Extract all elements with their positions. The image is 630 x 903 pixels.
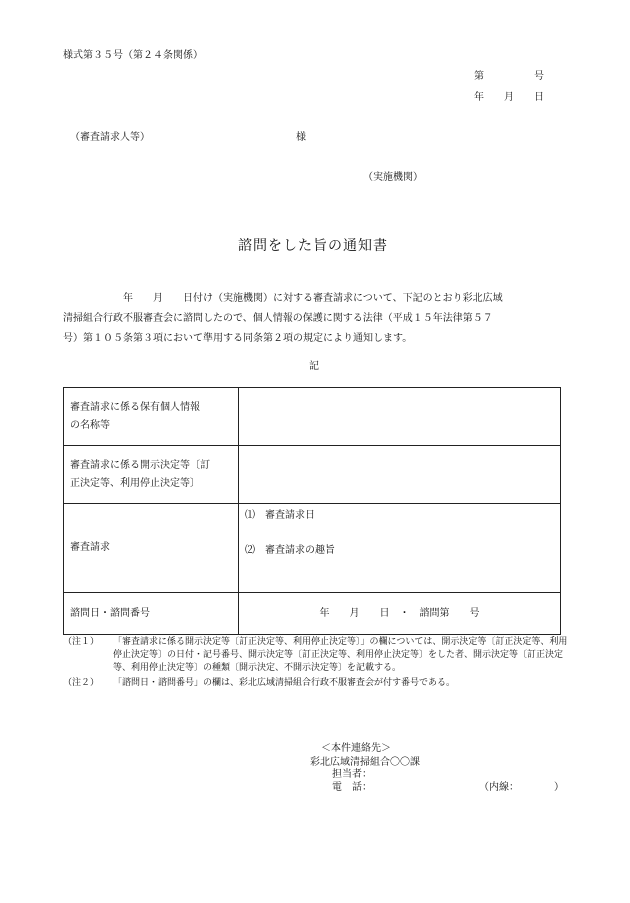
personal-info-label <box>64 388 239 446</box>
body-paragraph <box>63 289 568 349</box>
disclosure-decision-label-line1: 審査請求に係る開示決定等〔訂 <box>70 459 210 471</box>
document-number: 第 号 <box>474 71 544 82</box>
disclosure-decision-label <box>64 446 239 504</box>
review-request-purpose-item: ⑵ 審査請求の趣旨 <box>245 545 335 556</box>
consultation-label: 諮問日・諮問番号 <box>64 593 239 635</box>
contact-heading: ＜本件連絡先＞ <box>321 743 391 754</box>
contact-department: 彩北広域清掃組合〇〇課 <box>310 757 420 768</box>
table-row-personal-info <box>64 388 561 446</box>
review-request-label: 審査請求 <box>64 504 239 593</box>
disclosure-decision-label-line2: 正決定等、利用停止決定等〕 <box>70 477 200 489</box>
contact-person-label: 担当者： <box>332 769 372 780</box>
sender-label: （実施機関） <box>363 172 423 183</box>
document-title: 諮問をした旨の通知書 <box>238 238 388 254</box>
personal-info-value[interactable] <box>239 388 561 446</box>
review-request-date-item: ⑴ 審査請求日 <box>245 510 315 521</box>
addressee-label: （審査請求人等） <box>70 132 150 143</box>
ki-heading: 記 <box>309 361 319 372</box>
consultation-value[interactable]: 年 月 日 ・ 諮問第 号 <box>239 593 561 635</box>
table-row-consultation <box>64 593 561 635</box>
document-date: 年 月 日 <box>474 92 544 103</box>
addressee-honorific: 様 <box>296 132 306 143</box>
form-number: 様式第３５号（第２４条関係） <box>63 50 203 61</box>
table-row-disclosure-decision <box>64 446 561 504</box>
note-2-text: 「諮問日・諮問番号」の欄は、彩北広域清掃組合行政不服審査会が付す番号である。 <box>113 678 456 688</box>
body-line-1: 年 月 日付け（実施機関）に対する審査請求について、下記のとおり彩北広域 <box>123 293 503 304</box>
body-line-2: 清掃組合行政不服審査会に諮問したので、個人情報の保護に関する法律（平成１５年法律第５７ <box>63 313 493 324</box>
personal-info-label-line2: の名称等 <box>70 419 110 431</box>
note-2 <box>63 677 568 691</box>
contact-phone-label: 電 話： <box>332 782 372 793</box>
contact-extension: （内線： ） <box>479 782 564 793</box>
table-row-review-request <box>64 504 561 593</box>
notification-table <box>63 387 561 635</box>
note-2-tag: （注２） <box>63 678 100 688</box>
review-request-value[interactable] <box>239 504 561 593</box>
note-1-tag: （注１） <box>63 637 100 647</box>
body-line-3: 号）第１０５条第３項において準用する同条第２項の規定により通知します。 <box>63 333 413 344</box>
disclosure-decision-value[interactable] <box>239 446 561 504</box>
personal-info-label-line1: 審査請求に係る保有個人情報 <box>70 401 200 413</box>
note-1 <box>63 636 568 676</box>
note-1-text: 「審査請求に係る開示決定等〔訂正決定等、利用停止決定等〕」の欄については、開示決定等〔訂正決定等、利用停止決定等〕の日付・記号番号、開示決定等〔訂正決定等、利用停止決定等〕をした者、開示決定等〔訂正決定等、利用停止決定等〕の種類〔開示決定、不開示決定等〕を記載する。 <box>113 637 568 673</box>
